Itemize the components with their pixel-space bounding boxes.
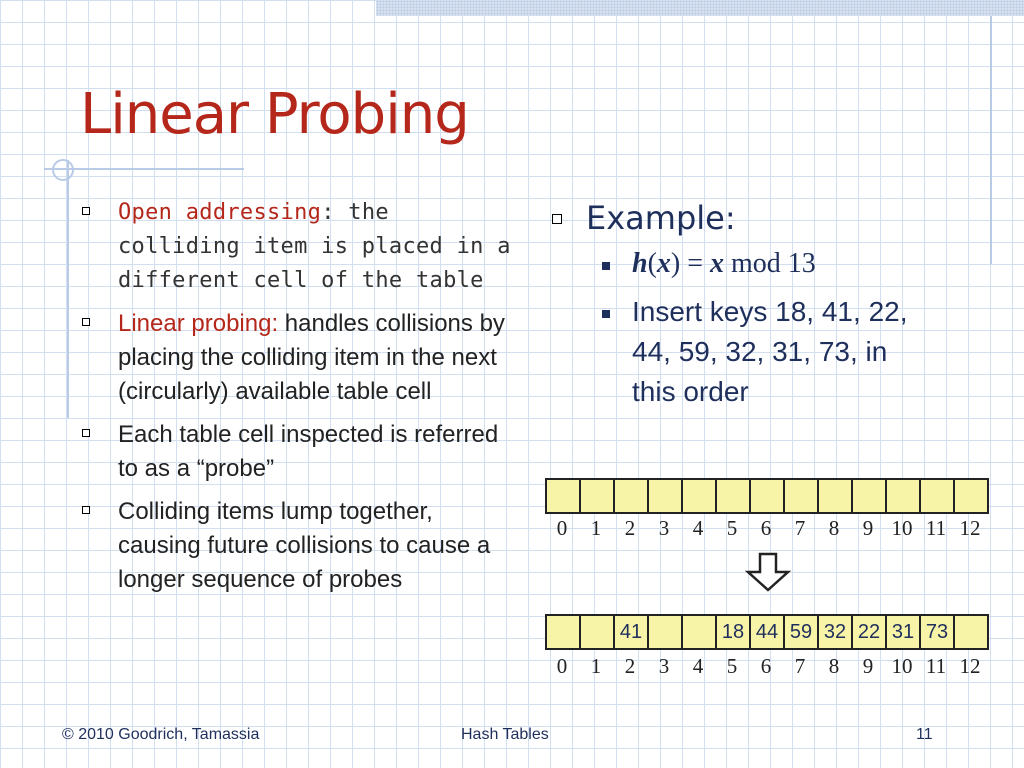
definition-open-addressing: : the colliding item is placed in a different cell of the table bbox=[118, 200, 511, 293]
cell-index: 9 bbox=[862, 654, 874, 678]
table-cell: 41 bbox=[614, 615, 648, 649]
bullet-probe bbox=[78, 418, 518, 486]
cell-index: 8 bbox=[828, 654, 840, 678]
cell-index: 4 bbox=[692, 516, 704, 540]
table-cell bbox=[852, 479, 886, 513]
decorative-line-right bbox=[990, 16, 992, 264]
table-cell bbox=[682, 615, 716, 649]
footer-copyright: © 2010 Goodrich, Tamassia bbox=[62, 726, 260, 743]
table-cell bbox=[682, 479, 716, 513]
table-cell bbox=[580, 479, 614, 513]
cell-index: 6 bbox=[760, 516, 772, 540]
slide-title: Linear Probing bbox=[80, 82, 469, 147]
index-row-top bbox=[545, 516, 987, 541]
table-cell bbox=[580, 615, 614, 649]
cell-index: 12 bbox=[959, 654, 981, 678]
crosshair-circle-icon bbox=[52, 159, 74, 181]
hollow-square-bullet-icon bbox=[82, 429, 90, 437]
table-cell bbox=[546, 615, 580, 649]
table-cell bbox=[886, 479, 920, 513]
footer-title: Hash Tables bbox=[461, 726, 549, 743]
table-cell: 32 bbox=[818, 615, 852, 649]
table-cell bbox=[920, 479, 954, 513]
cell-index: 9 bbox=[862, 516, 874, 540]
cell-index: 6 bbox=[760, 654, 772, 678]
table-cell bbox=[614, 479, 648, 513]
cell-index: 0 bbox=[556, 654, 568, 678]
cell-index: 5 bbox=[726, 654, 738, 678]
title-underline bbox=[44, 168, 244, 170]
hollow-square-bullet-icon bbox=[552, 214, 562, 224]
text-probe: Each table cell inspected is referred to as a “probe” bbox=[118, 421, 499, 482]
cell-index: 7 bbox=[794, 654, 806, 678]
cell-index: 11 bbox=[925, 516, 947, 540]
cell-index: 12 bbox=[959, 516, 981, 540]
example-sub-list bbox=[548, 244, 988, 412]
cell-index: 5 bbox=[726, 516, 738, 540]
cell-index: 3 bbox=[658, 516, 670, 540]
page-number: 11 bbox=[916, 726, 933, 743]
table-cell: 73 bbox=[920, 615, 954, 649]
hollow-square-bullet-icon bbox=[82, 506, 90, 514]
hollow-square-bullet-icon bbox=[82, 207, 90, 215]
text-clustering: Colliding items lump together, causing future collisions to cause a longer sequence of probes bbox=[118, 498, 491, 593]
cell-index: 8 bbox=[828, 516, 840, 540]
table-cell bbox=[784, 479, 818, 513]
cell-index: 11 bbox=[925, 654, 947, 678]
formula-h: h bbox=[632, 248, 648, 279]
cell-index: 3 bbox=[658, 654, 670, 678]
bullet-linear-probing bbox=[78, 307, 518, 409]
cell-index: 0 bbox=[556, 516, 568, 540]
table-cell bbox=[818, 479, 852, 513]
filled-square-bullet-icon bbox=[602, 310, 610, 318]
top-decorative-band bbox=[376, 0, 1024, 16]
table-cell: 18 bbox=[716, 615, 750, 649]
definition-linear-probing: handles collisions by placing the colliding item in the next (circularly) available table cell bbox=[118, 310, 505, 405]
bullet-open-addressing bbox=[78, 196, 518, 298]
example-column bbox=[548, 196, 988, 412]
table-cell: 22 bbox=[852, 615, 886, 649]
filled-square-bullet-icon bbox=[602, 262, 610, 270]
hollow-square-bullet-icon bbox=[82, 318, 90, 326]
formula-equals: ) = bbox=[670, 248, 711, 279]
table-cell: 59 bbox=[784, 615, 818, 649]
left-bullet-list bbox=[78, 196, 518, 606]
cell-index: 10 bbox=[891, 516, 913, 540]
term-linear-probing: Linear probing: bbox=[118, 310, 279, 337]
table-cell bbox=[648, 479, 682, 513]
down-arrow-icon bbox=[744, 552, 792, 592]
cell-index: 10 bbox=[891, 654, 913, 678]
table-cell bbox=[954, 479, 988, 513]
hash-table-filled bbox=[545, 614, 989, 650]
index-row-bottom bbox=[545, 654, 987, 679]
term-open-addressing: Open addressing bbox=[118, 200, 322, 225]
hash-function-formula: h(x) = x mod 13 bbox=[548, 244, 988, 284]
formula-mod: mod 13 bbox=[724, 248, 816, 279]
cell-index: 1 bbox=[590, 516, 602, 540]
table-cell bbox=[546, 479, 580, 513]
cell-index: 2 bbox=[624, 516, 636, 540]
cell-index: 1 bbox=[590, 654, 602, 678]
table-cell bbox=[954, 615, 988, 649]
cell-index: 7 bbox=[794, 516, 806, 540]
table-cell bbox=[716, 479, 750, 513]
insert-keys-text: Insert keys 18, 41, 22, 44, 59, 32, 31, 73, in this order bbox=[632, 296, 908, 407]
table-cell bbox=[648, 615, 682, 649]
insert-keys-item bbox=[548, 292, 932, 412]
example-label: Example: bbox=[586, 199, 736, 237]
formula-x-rhs: x bbox=[710, 248, 725, 279]
decorative-line-left bbox=[67, 160, 69, 418]
formula-x: x bbox=[656, 248, 671, 279]
table-cell: 44 bbox=[750, 615, 784, 649]
hash-table-empty bbox=[545, 478, 989, 514]
table-cell: 31 bbox=[886, 615, 920, 649]
example-heading bbox=[548, 196, 988, 240]
cell-index: 2 bbox=[624, 654, 636, 678]
table-cell bbox=[750, 479, 784, 513]
bullet-clustering bbox=[78, 495, 518, 597]
cell-index: 4 bbox=[692, 654, 704, 678]
